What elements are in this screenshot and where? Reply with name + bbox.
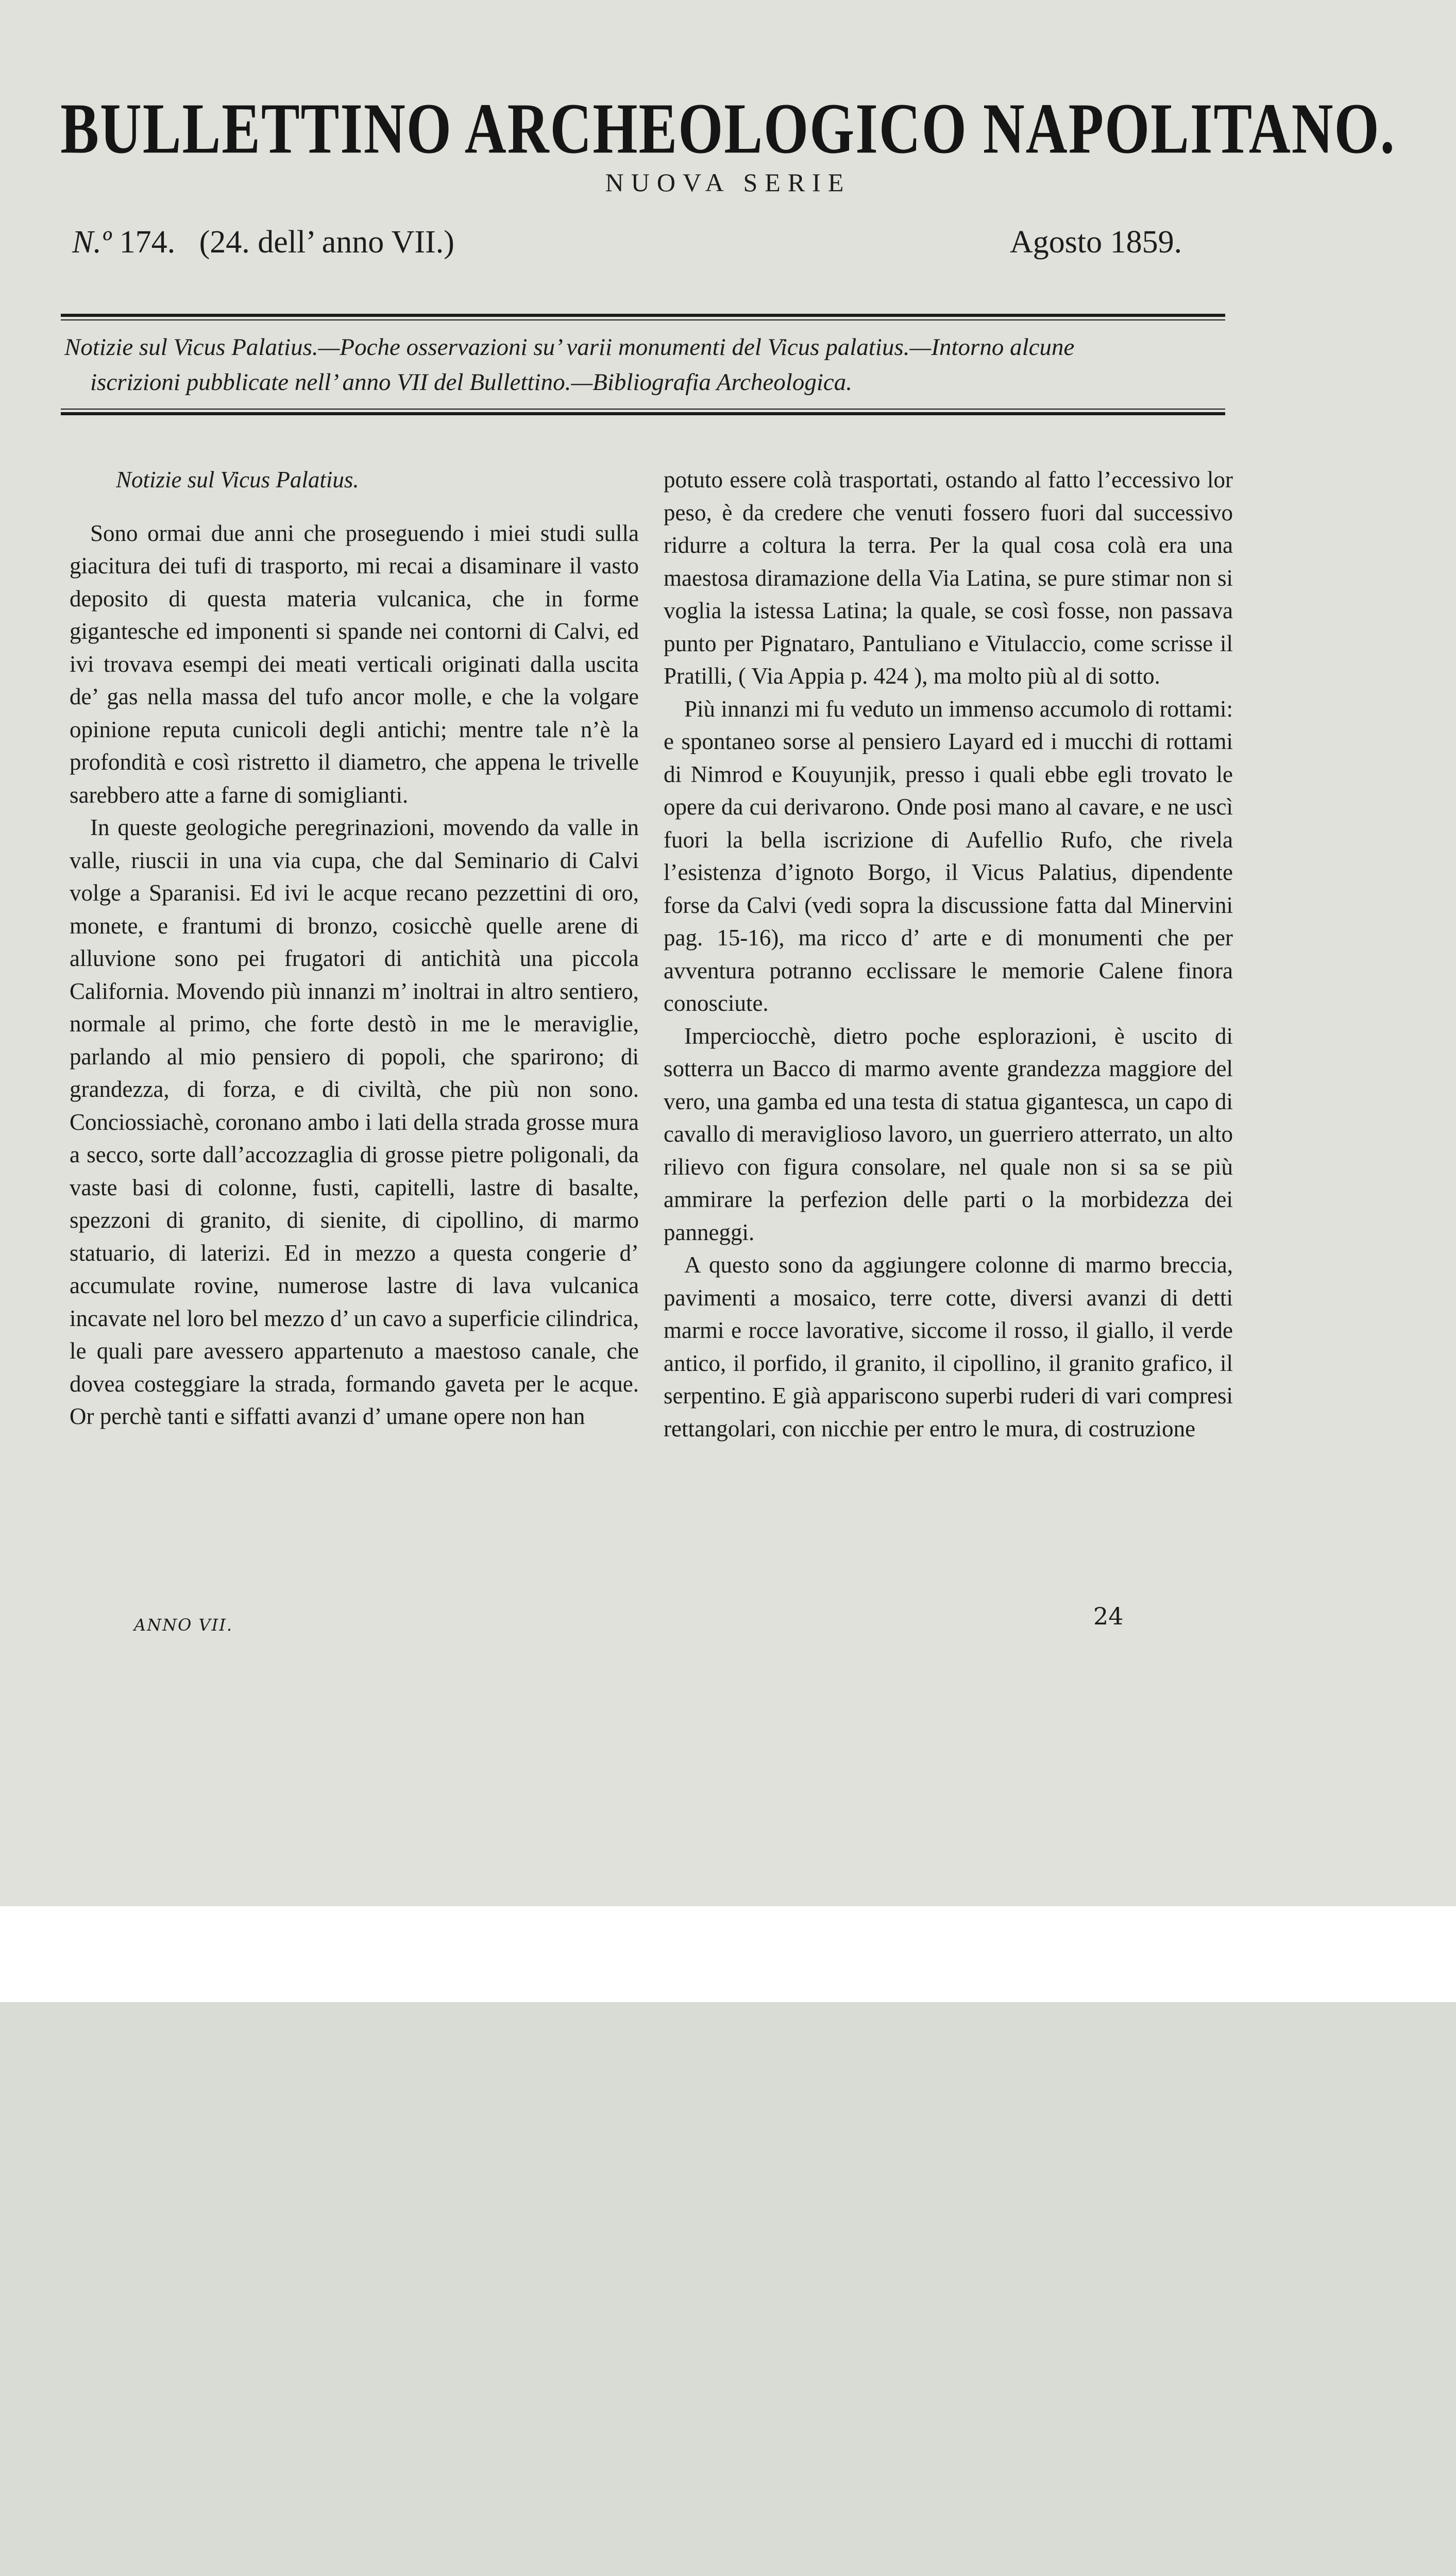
paragraph: In queste geologiche peregrinazioni, movendo da valle in valle, riuscii in una via cupa, che dal Seminario di Calvi volge a Sparanisi. Ed ivi le acque recano pezzettini di oro, monete, e frantumi di bronzo, cosicchè quelle arene di alluvione sono pei frugatori di antichità una piccola California. Movendo più innanzi m’ inoltrai in altro sentiero, normale al primo, che forte destò in me le meraviglie, parlando al mio pensiero di popoli, che sparirono; di grandezza, di forza, e di civiltà, che più non sono. Conciossiachè, coronano ambo i lati della strada grosse mura a secco, sorte dall’accozzaglia di grosse pietre poligonali, da vaste basi di colonne, fusti, capitelli, lastre di basalte, spezzoni di granito, di sienite, di cipollino, di marmo statuario, di laterizi. Ed in mezzo a questa congerie d’ accumulate rovine, numerose lastre di lava vulcanica incavate nel loro bel mezzo d’ un cavo a superficie cilindrica, le quali pare avessero appartenuto a maestoso canale, che dovea costeggiare la strada, formando gaveta per le acque. Or perchè tanti e siffatti avanzi d’ umane opere non han xyxy=(70,815,639,1429)
section-title: Notizie sul Vicus Palatius. xyxy=(116,467,359,493)
issue-date: Agosto 1859. xyxy=(1010,225,1182,260)
paragraph: A questo sono da aggiungere colonne di marmo breccia, pavimenti a mosaico, terre cotte, diversi avanzi di detti marmi e rocce lavorative, siccome il rosso, il giallo, il verde antico, il porfido, il granito, il cipollino, il granito grafico, il serpentino. E già appariscono superbi ruderi di vari compresi rettangolari, con nicchie per entro le mura, di costruzione xyxy=(664,1252,1233,1442)
paragraph: potuto essere colà trasportati, ostando al fatto l’eccessivo lor peso, è da credere che venuti fossero fuori dal successivo ridurre a coltura la terra. Per la qual cosa colà era una maestosa diramazione della Via Latina, se pure stimar non si voglia la istessa Latina; la quale, se così fosse, non passava punto per Pignataro, Pantuliano e Vitulaccio, come scrisse il Pratilli, ( Via Appia p. 424 ), ma molto più al di sotto. xyxy=(664,467,1233,689)
paragraph: Sono ormai due anni che proseguendo i miei studi sulla giacitura dei tufi di trasporto, mi recai a disaminare il vasto deposito di questa materia vulcanica, che in forme gigantesche ed imponenti si spande nei contorni di Calvi, ed ivi trovava esempi dei meati verticali originati dalla uscita de’ gas nella massa del tufo ancor molle, e che la volgare opinione reputa cunicoli degli antichi; mentre tale n’è la profondità e così ristretto il diametro, che appena le trivelle sarebbero atte a farne di somiglianti. xyxy=(70,520,639,808)
top-rule xyxy=(61,314,1225,317)
issue-number xyxy=(72,224,454,261)
library-footer-band xyxy=(0,1906,1456,2002)
summary-line-1: Notizie sul Vicus Palatius.—Poche osservazioni su’ varii monumenti del Vicus palatius.—Intorno alcune xyxy=(64,334,1075,361)
right-column xyxy=(664,464,1233,1445)
summary-line-2: iscrizioni pubblicate nell’ anno VII del Bullettino.—Bibliografia Archeologica. xyxy=(90,369,853,396)
journal-title: BULLETTINO ARCHEOLOGICO NAPOLITANO. xyxy=(60,89,1396,169)
signature-mark: 24 xyxy=(1093,1602,1124,1630)
issue-year: (24. dell’ anno VII.) xyxy=(199,225,454,260)
contents-summary xyxy=(64,330,1224,400)
left-column xyxy=(70,464,639,1433)
issue-prefix: N.º xyxy=(72,225,112,260)
journal-subtitle: NUOVA SERIE xyxy=(605,168,851,197)
paragraph: Più innanzi mi fu veduto un immenso accumolo di rottami: e spontaneo sorse al pensiero Layard ed i mucchi di rottami di Nimrod e Kouyunjik, presso i quali ebbe egli trovato le opere da cui derivarono. Onde posi mano al cavare, e ne uscì fuori la bella iscrizione di Aufellio Rufo, che rivela l’esistenza d’ignoto Borgo, il Vicus Palatius, dipendente forse da Calvi (vedi sopra la discussione fatta dal Minervini pag. 15-16), ma ricco d’ arte e di monumenti che per avventura potranno ecclissare le memorie Calene finora conosciute. xyxy=(664,696,1233,1016)
top-rule-thin xyxy=(61,319,1225,320)
volume-footer: ANNO VII. xyxy=(134,1615,233,1635)
bottom-rule xyxy=(61,412,1225,415)
issue-number-value: 174. xyxy=(119,225,176,260)
paragraph: Imperciocchè, dietro poche esplorazioni, è uscito di sotterra un Bacco di marmo avente grandezza maggiore del vero, una gamba ed una testa di statua gigantesca, un capo di cavallo di meraviglioso lavoro, un guerriero atterrato, un alto rilievo con figura consolare, nel quale non si sa se più ammirare la perfezion delle parti o la morbidezza dei panneggi. xyxy=(664,1023,1233,1245)
bottom-rule-thin xyxy=(61,409,1225,410)
